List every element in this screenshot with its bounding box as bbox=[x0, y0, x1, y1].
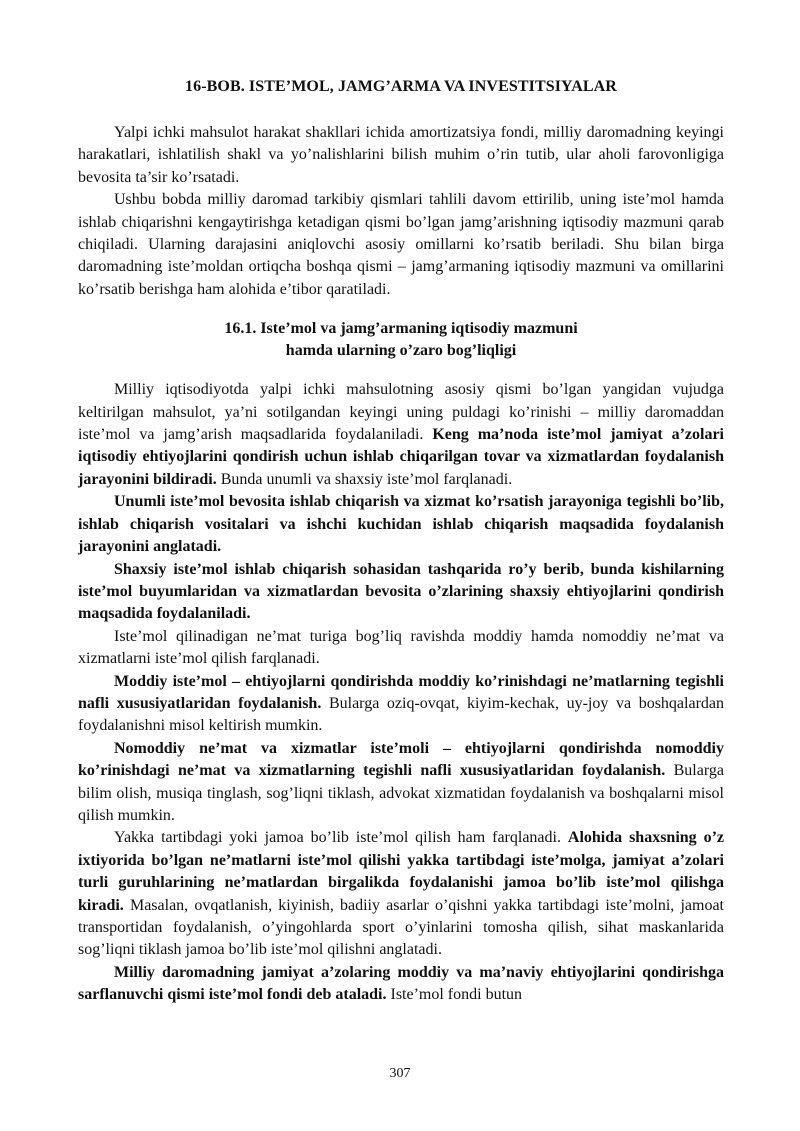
p8-text: Iste’mol fondi butun bbox=[386, 986, 523, 1004]
section-title-line-1: 16.1. Iste’mol va jamg’armaning iqtisodiy mazmuni bbox=[224, 320, 578, 338]
section-title bbox=[78, 318, 724, 362]
p3-definition: Shaxsiy iste’mol ishlab chiqarish sohasidan tashqarida ro’y berib, bunda kishilarning iste’mol buyumlaridan va xizmatlardan bevosita o’zlarining shaxsiy ehtiyojlarini qondirish maqsadida foydalaniladi. bbox=[78, 560, 724, 623]
body-paragraph-8 bbox=[78, 962, 724, 1007]
body-paragraph-1 bbox=[78, 379, 724, 491]
page-number: 307 bbox=[389, 1066, 411, 1081]
p2-definition: Unumli iste’mol bevosita ishlab chiqarish va xizmat ko’rsatish jarayoniga tegishli bo’lib, ishlab chiqarish vositalari va ishchi kuchidan ishlab chiqarish maqsadida foydalanish jarayonini anglatadi. bbox=[78, 493, 724, 556]
p6-definition: Nomoddiy ne’mat va xizmatlar iste’moli – ehtiyojlarni qondirishda nomoddiy ko’rinishdagi ne’mat va xizmatlarning tegishli nafli xususiyatlaridan foydalanish. bbox=[78, 739, 724, 780]
p7-text: Yakka tartibdagi yoki jamoa bo’lib iste’mol qilish ham farqlanadi. bbox=[114, 829, 568, 847]
intro-paragraph-1: Yalpi ichki mahsulot harakat shakllari ichida amortizatsiya fondi, milliy daromadning keyingi harakatlari, ishlatilish shakl va yo’nalishlarini bilish muhim o’rin tutib, ular aholi farovonligiga bevosita ta’sir ko’rsatadi. bbox=[78, 124, 724, 186]
p7-definition: Alohida shaxsning o’z ixtiyorida bo’lgan ne’matlarni iste’mol qilishi yakka tartibdagi iste’molga, jamiyat a’zolari turli guruhlarining ne’matlardan birgalikda foydalanishi jamoa bo’lib iste’mol qilishga kiradi. bbox=[78, 829, 725, 914]
body-paragraph-5 bbox=[78, 671, 724, 738]
intro-paragraph-2: Ushbu bobda milliy daromad tarkibiy qismlari tahlili davom ettirilib, uning iste’mol hamda ishlab chiqarishni kengaytirishga ketadigan qismi bo’lgan jamg’arishning iqtisodiy mazmuni qarab chiqiladi. Ularning darajasini aniqlovchi asosiy omillarni ko’rsatib beriladi. Shu bilan birga daromadning iste’moldan ortiqcha boshqa qismi – jamg’armaning iqtisodiy mazmuni va omillarini ko’rsatib berishga ham alohida e’tibor qaratiladi. bbox=[78, 191, 724, 298]
chapter-title: 16-BOB. ISTE’MOL, JAMG’ARMA VA INVESTITSIYALAR bbox=[185, 78, 617, 95]
p5-definition: Moddiy iste’mol – ehtiyojlarni qondirishda moddiy ko’rinishdagi ne’matlarning tegishli nafli xususiyatlaridan foydalanish. bbox=[78, 672, 724, 712]
body-paragraph-7 bbox=[78, 827, 724, 961]
p8-definition: Milliy daromadning jamiyat a’zolaring moddiy va ma’naviy ehtiyojlarini qondirishga sarflanuvchi qismi iste’mol fondi deb ataladi. bbox=[78, 963, 724, 1004]
p1-text-end: Bunda unumli va shaxsiy iste’mol farqlanadi. bbox=[216, 470, 513, 488]
body-paragraph-2 bbox=[78, 491, 724, 558]
p1-text: Milliy iqtisodiyotda yalpi ichki mahsulotning asosiy qismi bo’lgan yangidan vujudga keltirilgan mahsulot, ya’ni sotilgandan keyingi uning puldagi ko’rinishi – milliy daromaddan iste’mol va jamg’arish maqsadlarida foydalaniladi. bbox=[78, 381, 724, 444]
section-title-line-2: hamda ularning o’zaro bog’liqligi bbox=[285, 342, 517, 360]
p7-text-end: Masalan, ovqatlanish, kiyinish, badiiy asarlar o’qishni yakka tartibdagi iste’molni, jamoat transportidan foydalanish, o’yingohlarda sport o’yinlarini tomosha qilish, sihat maskanlarida sog’liqni tiklash jamoa bo’lib iste’mol qilishni anglatadi. bbox=[78, 896, 724, 959]
page-content bbox=[78, 76, 724, 1007]
body-paragraph-3 bbox=[78, 559, 724, 626]
p1-definition: Keng ma’noda iste’mol jamiyat a’zolari iqtisodiy ehtiyojlarini qondirish uchun ishlab chiqarilgan tovar va xizmatlardan foydalanish jarayonini bildiradi. bbox=[78, 426, 725, 488]
body-paragraph-6 bbox=[78, 738, 724, 828]
p6-text: Bularga bilim olish, musiqa tinglash, sog’liqni tiklash, advokat xizmatidan foydalanish va boshqalarni misol qilish mumkin. bbox=[78, 762, 724, 824]
p5-text: Bularga oziq-ovqat, kiyim-kechak, uy-joy va boshqalardan foydalanishni misol keltirish mumkin. bbox=[78, 694, 724, 735]
body-paragraph-4: Iste’mol qilinadigan ne’mat turiga bog’liq ravishda moddiy hamda nomoddiy ne’mat va xizmatlarni iste’mol qilish farqlanadi. bbox=[78, 627, 724, 668]
